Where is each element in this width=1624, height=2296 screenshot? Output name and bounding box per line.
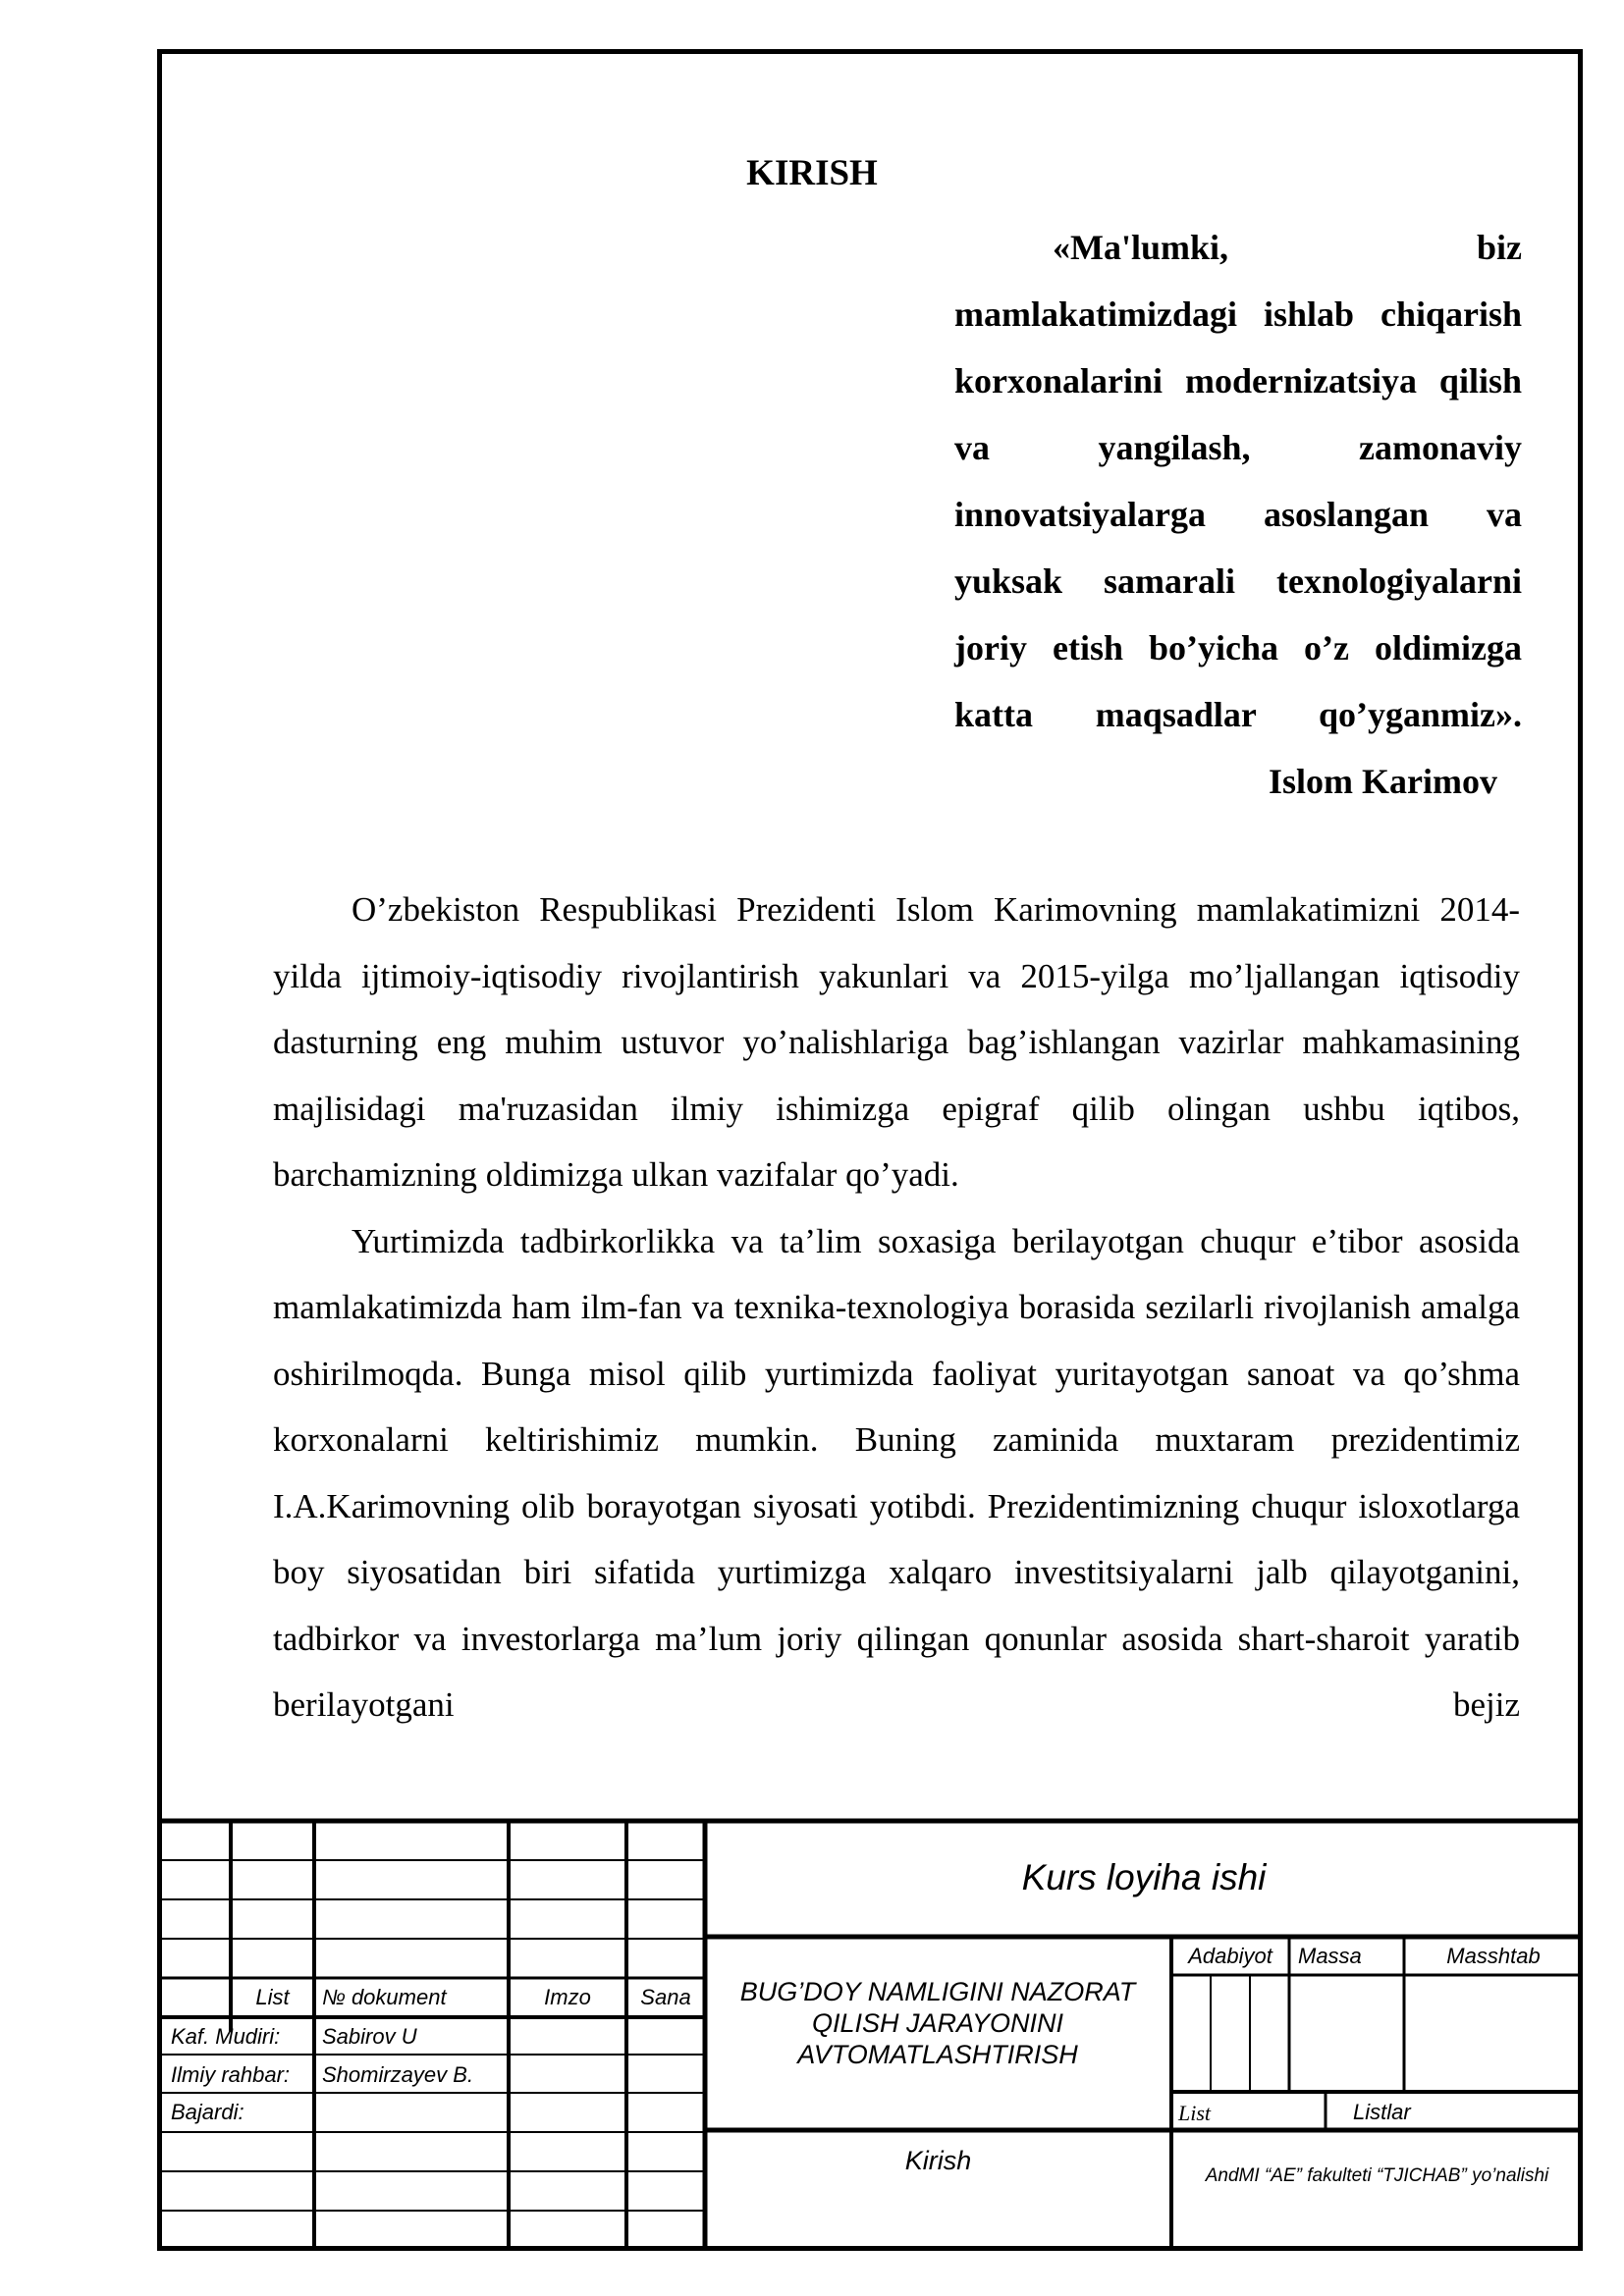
role-author: Bajardi: (171, 2100, 244, 2124)
project-title-line-1: BUG’DOY NAMLIGINI NAZORAT (739, 1977, 1136, 2006)
role-head: Kaf. Mudiri: (171, 2024, 281, 2049)
column-document: № dokument (322, 1985, 447, 2009)
project-title-line-3: AVTOMATLASHTIRISH (797, 2040, 1078, 2069)
paragraph: O’zbekiston Respublikasi Prezidenti Islom Karimovning mamlakatimizni 2014-yilda ijtimoiy-iqtisodiy rivojlantirish yakunlari va 2015-yilga mo’ljallangan iqtisodiy dasturning eng muhim ustuvor yo’nalishlariga bag’ishlangan vazirlar mahkamasining majlisidagi ma'ruzasidan ilmiy ishimizga epigraf qilib olingan ushbu iqtibos, barchamizning oldimizga ulkan vazifalar qo’yadi. (273, 890, 1520, 1194)
column-list: List (255, 1985, 290, 2009)
epigraph-quote: «Ma'lumki, biz mamlakatimizdagi ishlab chiqarish korxonalarini modernizatsiya qilish va yangilash, zamonaviy innovatsiyalarga asoslangan va yuksak samarali texnologiyalarni joriy etish bo’yicha o’z oldimizga katta maqsadlar qo’yganmiz». (954, 228, 1522, 734)
column-signature: Imzo (544, 1985, 591, 2009)
role-supervisor: Ilmiy rahbar: (171, 2062, 291, 2087)
stage-label: Adabiyot (1188, 1944, 1272, 1968)
section-heading: KIRISH (746, 153, 878, 193)
project-title-line-2: QILISH JARAYONINI (811, 2008, 1064, 2038)
body-text (273, 877, 1520, 1738)
sheets-label: Listlar (1353, 2100, 1411, 2124)
column-date: Sana (640, 1985, 691, 2009)
mass-label: Massa (1298, 1944, 1362, 1968)
name-head: Sabirov U (322, 2024, 417, 2049)
organization: AndMI “AE” fakulteti “TJICHAB” yo’nalishi (1205, 2165, 1549, 2186)
section-name: Kirish (904, 2146, 972, 2175)
name-supervisor: Shomirzayev B. (322, 2062, 474, 2087)
sheet-label: List (1178, 2101, 1212, 2125)
scale-label: Masshtab (1446, 1944, 1541, 1968)
document-type: Kurs loyiha ishi (1021, 1857, 1267, 1897)
epigraph-author: Islom Karimov (1269, 762, 1497, 801)
paragraph: Yurtimizda tadbirkorlikka va ta’lim soxasiga berilayotgan chuqur e’tibor asosida mamlakatimizda ham ilm-fan va texnika-texnologiya borasida sezilarli rivojlanish amalga oshirilmoqda. Bunga misol qilib yurtimizda faoliyat yuritayotgan sanoat va qo’shma korxonalarni keltirishimiz mumkin. Buning zaminida muxtaram prezidentimiz I.A.Karimovning olib borayotgan siyosati yotibdi. Prezidentimizning chuqur isloxotlarga boy siyosatidan biri sifatida yurtimizga xalqaro investitsiyalarni jalb qilayotganini, tadbirkor va investorlarga ma’lum joriy qilingan qonunlar asosida shart-sharoit yaratib berilayotgani bejiz (273, 1221, 1520, 1724)
